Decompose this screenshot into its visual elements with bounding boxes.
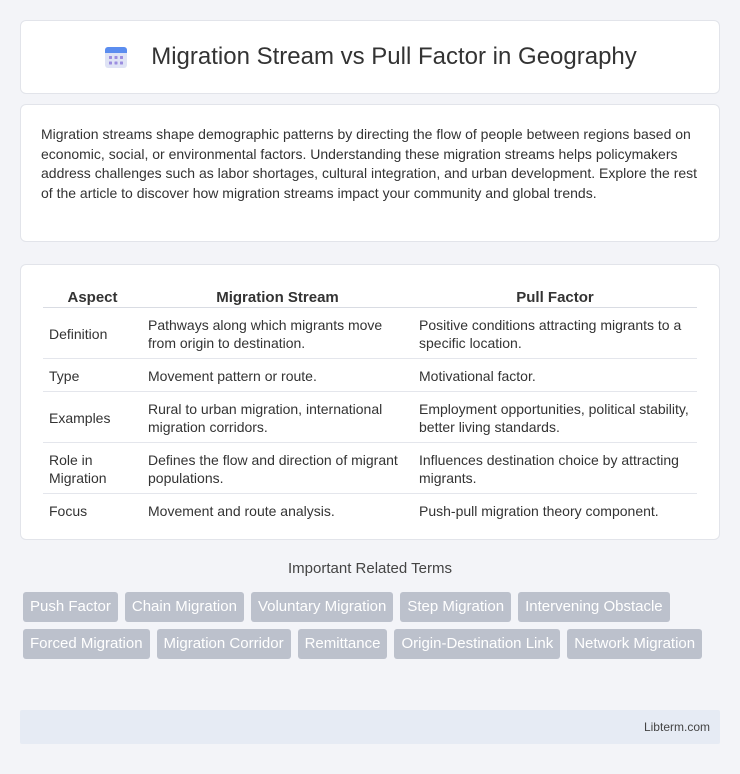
tag-step-migration[interactable]: Step Migration [400, 592, 511, 622]
row-aspect: Role in Migration [43, 443, 142, 494]
tag-push-factor[interactable]: Push Factor [23, 592, 118, 622]
table-row [43, 359, 697, 392]
table-header-row [43, 281, 697, 308]
row-pull-factor: Push-pull migration theory component. [419, 503, 659, 519]
intro-card [20, 104, 720, 242]
row-migration-stream: Defines the flow and direction of migrant populations. [142, 443, 413, 494]
tag-forced-migration[interactable]: Forced Migration [23, 629, 150, 659]
row-migration-stream: Pathways along which migrants move from origin to destination. [142, 308, 413, 359]
footer-brand[interactable]: Libterm.com [643, 720, 710, 734]
intro-paragraph: Migration streams shape demographic patterns by directing the flow of people between regions based on economic, social, or environmental factors. Understanding these migration streams helps policymakers address challenges such as labor shortages, cultural integration, and urban development. Explore the rest of the article to discover how migration streams impact your community and global trends. [41, 126, 698, 201]
header-aspect: Aspect [43, 281, 142, 308]
row-aspect: Definition [43, 308, 142, 359]
header-migration-stream: Migration Stream [142, 281, 413, 308]
row-migration-stream: Rural to urban migration, international migration corridors. [142, 392, 413, 443]
table-row [43, 308, 697, 359]
row-aspect: Focus [49, 503, 88, 519]
footer [20, 710, 720, 744]
table-row [43, 494, 697, 526]
tag-network-migration[interactable]: Network Migration [567, 629, 702, 659]
tag-intervening-obstacle[interactable]: Intervening Obstacle [518, 592, 670, 622]
header-pull-factor: Pull Factor [413, 281, 697, 308]
tag-remittance[interactable]: Remittance [298, 629, 388, 659]
row-pull-factor: Influences destination choice by attracting migrants. [413, 443, 697, 494]
comparison-table-card [20, 264, 720, 540]
tag-voluntary-migration[interactable]: Voluntary Migration [251, 592, 393, 622]
row-aspect: Type [43, 359, 142, 392]
calendar-icon [103, 44, 129, 70]
row-migration-stream: Movement pattern or route. [142, 359, 413, 392]
tag-origin-destination-link[interactable]: Origin-Destination Link [394, 629, 560, 659]
related-terms-list [23, 592, 723, 659]
row-pull-factor: Positive conditions attracting migrants to a specific location. [413, 308, 697, 359]
table-row [43, 392, 697, 443]
row-aspect: Examples [43, 392, 142, 443]
row-pull-factor: Employment opportunities, political stability, better living standards. [413, 392, 697, 443]
tag-chain-migration[interactable]: Chain Migration [125, 592, 244, 622]
header-card [20, 20, 720, 94]
page-title: Migration Stream vs Pull Factor in Geography [151, 43, 637, 70]
related-terms-title: Important Related Terms [288, 560, 452, 577]
table-row [43, 443, 697, 494]
row-migration-stream: Movement and route analysis. [148, 503, 335, 519]
comparison-table [43, 281, 697, 526]
tag-migration-corridor[interactable]: Migration Corridor [157, 629, 291, 659]
row-pull-factor: Motivational factor. [413, 359, 697, 392]
